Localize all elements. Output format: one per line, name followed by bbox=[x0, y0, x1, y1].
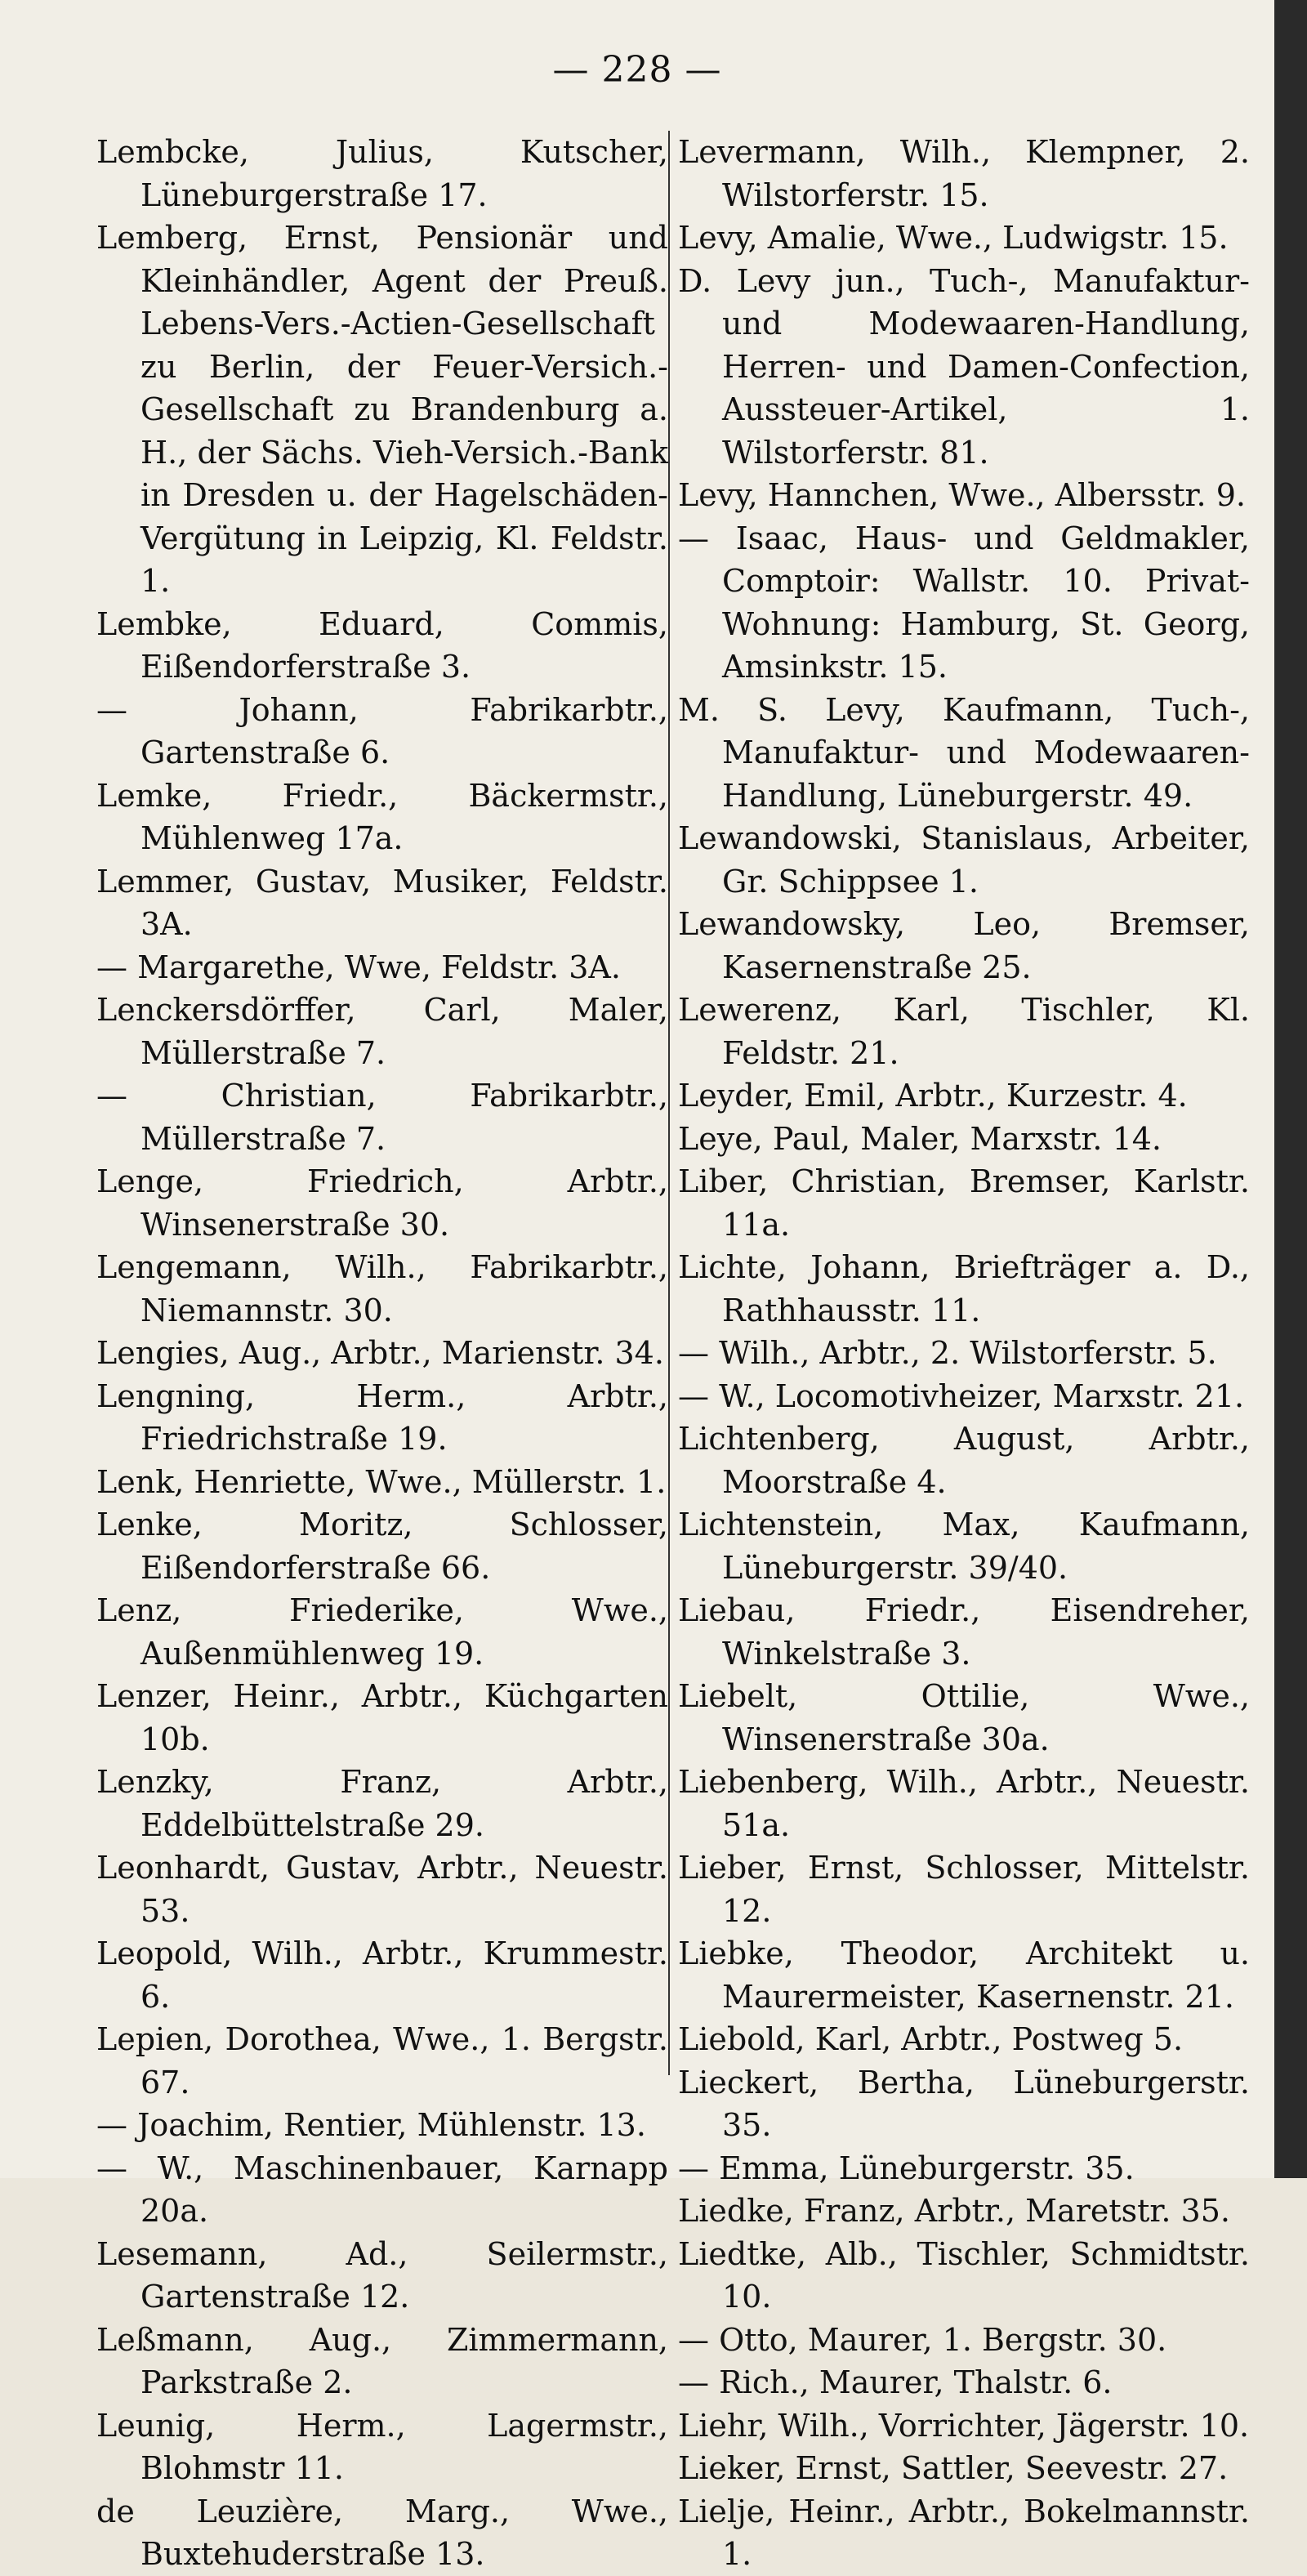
directory-entry: M. S. Levy, Kaufmann, Tuch-, Manufaktur- und Modewaaren-Handlung, Lüneburgerstr. 49. bbox=[678, 691, 1250, 814]
directory-entry: Lewandowsky, Leo, Bremser, Kasernenstraße 25. bbox=[678, 906, 1250, 985]
directory-entry: Levermann, Wilh., Klempner, 2. Wilstorferstr. 15. bbox=[678, 134, 1250, 213]
directory-entry: — Emma, Lüneburgerstr. 35. bbox=[678, 2150, 1135, 2186]
directory-entry: — Christian, Fabrikarbtr., Müllerstraße 7. bbox=[96, 1078, 668, 1157]
directory-entry: Lengies, Aug., Arbtr., Marienstr. 34. bbox=[96, 1335, 664, 1371]
directory-entry: Lenge, Friedrich, Arbtr., Winsenerstraße 30. bbox=[96, 1163, 668, 1243]
directory-entry: Lemberg, Ernst, Pensionär und Kleinhändler, Agent der Preuß. Lebens-Vers.-Actien-Gesellschaft zu Berlin, der Feuer-Versich.-Gesellschaft zu Brandenburg a. H., der Sächs. Vieh-Versich.-Bank in Dresden u. der Hagelschäden-Vergütung in Leipzig, Kl. Feldstr. 1. bbox=[96, 220, 668, 599]
directory-entry: Lenk, Henriette, Wwe., Müllerstr. 1. bbox=[96, 1463, 667, 1500]
directory-entry: — W., Maschinenbauer, Karnapp 20a. bbox=[96, 2150, 668, 2229]
directory-entry: Liebau, Friedr., Eisendreher, Winkelstraße 3. bbox=[678, 1592, 1250, 1672]
directory-entry: Lieker, Ernst, Sattler, Seevestr. 27. bbox=[678, 2450, 1229, 2486]
directory-entry: Leye, Paul, Maler, Marxstr. 14. bbox=[678, 1120, 1162, 1157]
directory-entry: — Isaac, Haus- und Geldmakler, Comptoir: Wallstr. 10. Privat-Wohnung: Hamburg, St. Georg, Amsinkstr. 15. bbox=[678, 520, 1250, 685]
directory-entry: Lichtenberg, August, Arbtr., Moorstraße 4. bbox=[678, 1421, 1250, 1500]
directory-entry: Leopold, Wilh., Arbtr., Krummestr. 6. bbox=[96, 1935, 668, 2015]
directory-entry: Lieckert, Bertha, Lüneburgerstr. 35. bbox=[678, 2064, 1250, 2143]
directory-entry: Lieber, Ernst, Schlosser, Mittelstr. 12. bbox=[678, 1850, 1250, 1929]
directory-entry: Lichte, Johann, Briefträger a. D., Rathhausstr. 11. bbox=[678, 1249, 1250, 1328]
directory-entry: Lielje, Heinr., Arbtr., Bokelmannstr. 1. bbox=[678, 2493, 1250, 2572]
directory-entry: Levy, Hannchen, Wwe., Albersstr. 9. bbox=[678, 477, 1246, 513]
directory-entry: Liedke, Franz, Arbtr., Maretstr. 35. bbox=[678, 2193, 1230, 2229]
directory-entry: de Leuzière, Marg., Wwe., Buxtehuderstraße 13. bbox=[96, 2493, 668, 2572]
directory-entry: Lewerenz, Karl, Tischler, Kl. Feldstr. 21. bbox=[678, 992, 1250, 1071]
directory-entry: Lengning, Herm., Arbtr., Friedrichstraße 19. bbox=[96, 1377, 668, 1457]
directory-entry: Lichtenstein, Max, Kaufmann, Lüneburgerstr. 39/40. bbox=[678, 1507, 1250, 1586]
directory-entry: Liber, Christian, Bremser, Karlstr. 11a. bbox=[678, 1163, 1250, 1243]
directory-entry: Lengemann, Wilh., Fabrikarbtr., Niemannstr. 30. bbox=[96, 1249, 668, 1328]
directory-entry: — Otto, Maurer, 1. Bergstr. 30. bbox=[678, 2321, 1167, 2358]
directory-entry: Leyder, Emil, Arbtr., Kurzestr. 4. bbox=[678, 1078, 1188, 1114]
right-column bbox=[678, 131, 1250, 2576]
directory-entry: Liebelt, Ottilie, Wwe., Winsenerstraße 30a. bbox=[678, 1678, 1250, 1757]
directory-entry: Lenke, Moritz, Schlosser, Eißendorferstraße 66. bbox=[96, 1507, 668, 1586]
directory-entry: Levy, Amalie, Wwe., Ludwigstr. 15. bbox=[678, 220, 1229, 256]
directory-entry: Leonhardt, Gustav, Arbtr., Neuestr. 53. bbox=[96, 1850, 668, 1929]
directory-entry: Lemke, Friedr., Bäckermstr., Mühlenweg 17a. bbox=[96, 777, 668, 856]
directory-entry: — Wilh., Arbtr., 2. Wilstorferstr. 5. bbox=[678, 1335, 1217, 1371]
directory-entry: — Johann, Fabrikarbtr., Gartenstraße 6. bbox=[96, 691, 668, 770]
directory-entry: Liebold, Karl, Arbtr., Postweg 5. bbox=[678, 2021, 1184, 2057]
directory-entry: Lemmer, Gustav, Musiker, Feldstr. 3A. bbox=[96, 863, 668, 942]
directory-entry: Liedtke, Alb., Tischler, Schmidtstr. 10. bbox=[678, 2235, 1250, 2315]
directory-entry: Leßmann, Aug., Zimmermann, Parkstraße 2. bbox=[96, 2321, 668, 2400]
directory-entry: Lenz, Friederike, Wwe., Außenmühlenweg 19. bbox=[96, 1592, 668, 1672]
directory-entry: — W., Locomotivheizer, Marxstr. 21. bbox=[678, 1377, 1245, 1414]
column-divider bbox=[668, 131, 670, 2075]
directory-entry: Liebke, Theodor, Architekt u. Maurermeister, Kasernenstr. 21. bbox=[678, 1935, 1250, 2015]
directory-entry: Lewandowski, Stanislaus, Arbeiter, Gr. Schippsee 1. bbox=[678, 820, 1250, 900]
left-column bbox=[96, 131, 668, 2576]
directory-entry: Liehr, Wilh., Vorrichter, Jägerstr. 10. bbox=[678, 2407, 1250, 2444]
directory-entry: Lepien, Dorothea, Wwe., 1. Bergstr. 67. bbox=[96, 2021, 668, 2101]
directory-entry: — Joachim, Rentier, Mühlenstr. 13. bbox=[96, 2107, 646, 2143]
directory-entry: D. Levy jun., Tuch-, Manufaktur- und Modewaaren-Handlung, Herren- und Damen-Confection, Aussteuer-Artikel, 1. Wilstorferstr. 81. bbox=[678, 262, 1250, 471]
directory-entry: Leunig, Herm., Lagermstr., Blohmstr 11. bbox=[96, 2407, 668, 2486]
page-edge bbox=[1274, 0, 1307, 2178]
directory-entry: — Rich., Maurer, Thalstr. 6. bbox=[678, 2364, 1113, 2400]
directory-entry: — Margarethe, Wwe, Feldstr. 3A. bbox=[96, 949, 621, 985]
directory-entry: Lembcke, Julius, Kutscher, Lüneburgerstraße 17. bbox=[96, 134, 668, 213]
directory-entry: Liebenberg, Wilh., Arbtr., Neuestr. 51a. bbox=[678, 1764, 1250, 1843]
directory-entry: Lembke, Eduard, Commis, Eißendorferstraße 3. bbox=[96, 605, 668, 685]
page-number: — 228 — bbox=[552, 49, 722, 91]
directory-entry: Lenckersdörffer, Carl, Maler, Müllerstraße 7. bbox=[96, 992, 668, 1071]
directory-entry: Lesemann, Ad., Seilermstr., Gartenstraße 12. bbox=[96, 2235, 668, 2315]
directory-entry: Lenzer, Heinr., Arbtr., Küchgarten 10b. bbox=[96, 1678, 668, 1757]
directory-entry: Lenzky, Franz, Arbtr., Eddelbüttelstraße 29. bbox=[96, 1764, 668, 1843]
